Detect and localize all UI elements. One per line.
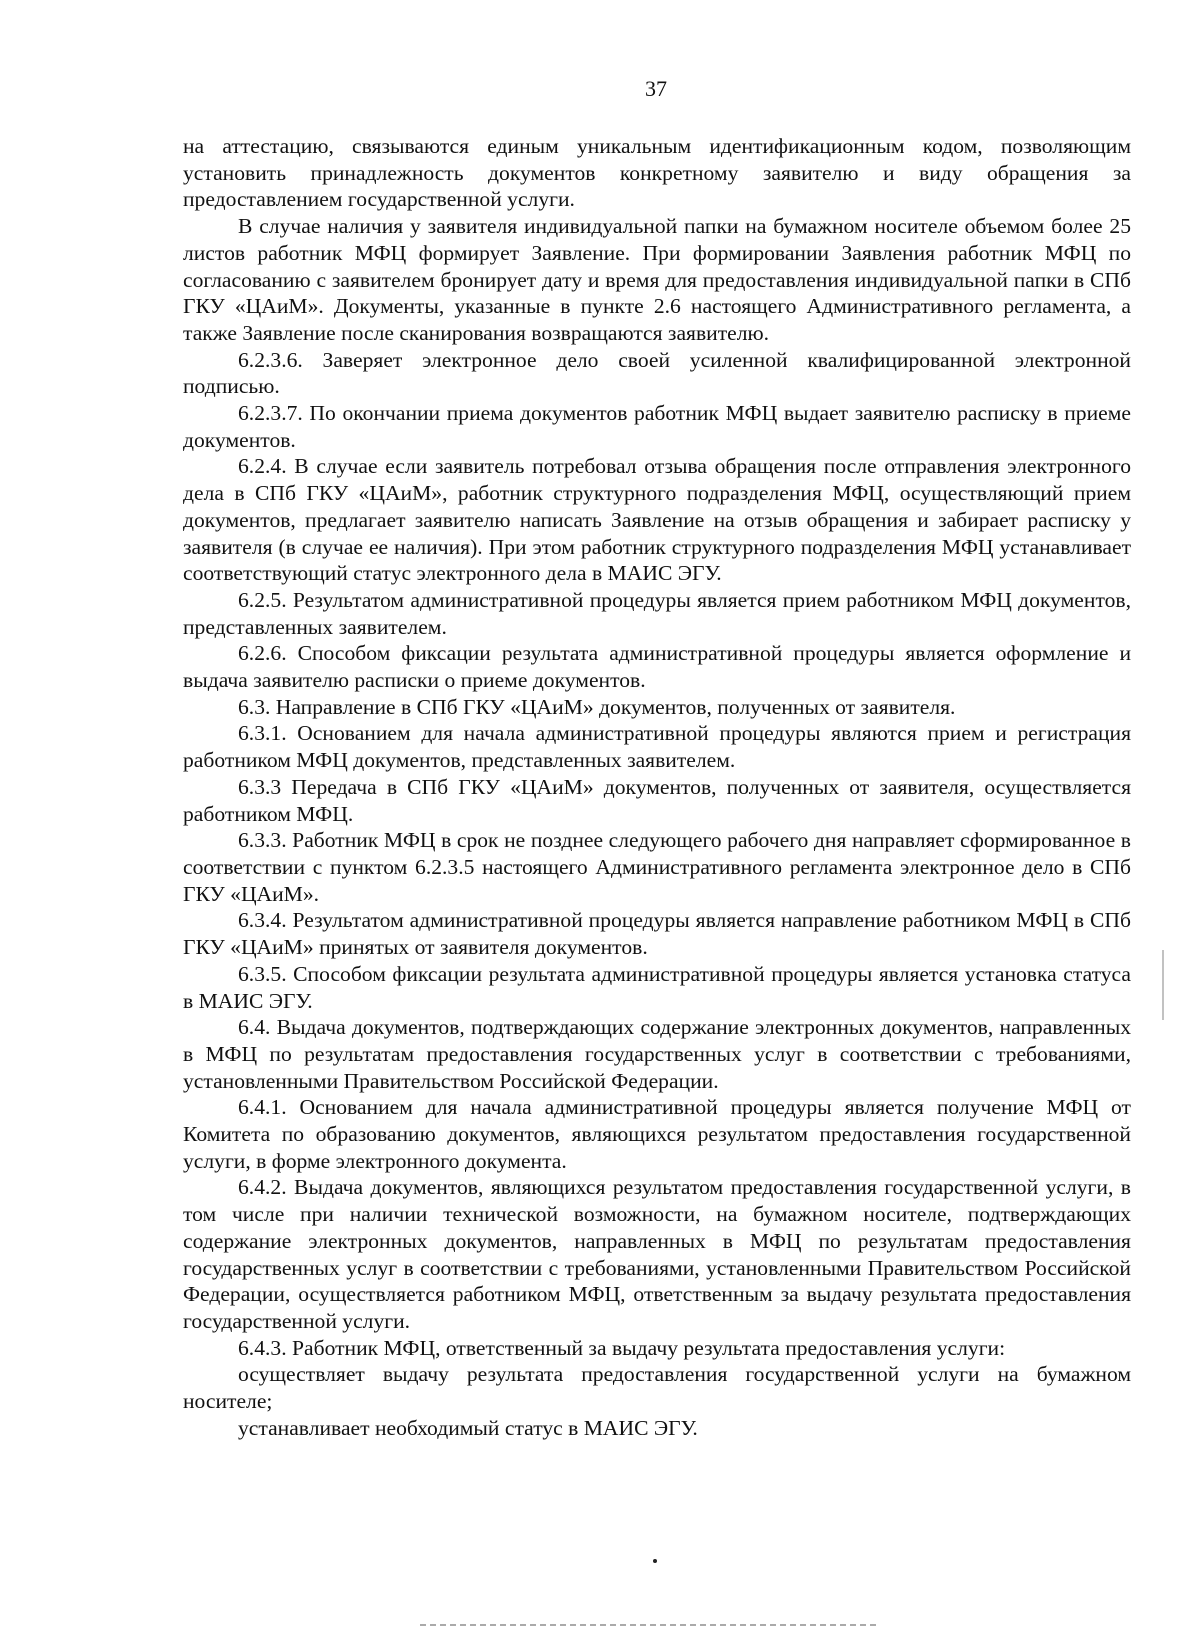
paragraph-continuation: на аттестацию, связываются единым уникальным идентификационным кодом, позволяющим установить принадлежность документов конкретному заявителю и виду обращения за предоставлением государственной услуги.: [183, 134, 1131, 212]
paragraph-6-4-2: 6.4.2. Выдача документов, являющихся результатом предоставления государственной услуги, в том числе при наличии технической возможности, на бумажном носителе, подтверждающих содержание электронных документов, направленных в МФЦ по результатам предоставления государственных услуг в соответствии с требованиями, установленными Правительством Российской Федерации, осуществляется работником МФЦ, ответственным за выдачу результата предоставления государственной услуги.: [183, 1175, 1131, 1333]
paragraph-6-2-5: 6.2.5. Результатом административной процедуры является прием работником МФЦ документов, представленных заявителем.: [183, 587, 1131, 639]
page-number: 37: [645, 76, 667, 101]
paragraph-6-3-5: 6.3.5. Способом фиксации результата административной процедуры является установка статуса в МАИС ЭГУ.: [183, 961, 1131, 1013]
bottom-scan-artifact: [420, 1624, 880, 1626]
paragraph-6-3-4: 6.3.4. Результатом административной процедуры является направление работником МФЦ в СПб ГКУ «ЦАиМ» принятых от заявителя документов.: [183, 908, 1131, 960]
margin-mark: [1162, 950, 1164, 1020]
paragraph-6-3-3-deadline: 6.3.3. Работник МФЦ в срок не позднее следующего рабочего дня направляет сформированное в соответствии с пунктом 6.2.3.5 настоящего Административного регламента электронное дело в СПб ГКУ «ЦАиМ».: [183, 828, 1131, 906]
paragraph-6-2-6: 6.2.6. Способом фиксации результата административной процедуры является оформление и выдача заявителю расписки о приеме документов.: [183, 641, 1131, 693]
paragraph-6-2-4: 6.2.4. В случае если заявитель потребовал отзыва обращения после отправления электронного дела в СПб ГКУ «ЦАиМ», работник структурного подразделения МФЦ, осуществляющий прием документов, предлагает заявителю написать Заявление на отзыв обращения и забирает расписку у заявителя (в случае ее наличия). При этом работник структурного подразделения МФЦ устанавливает соответствующий статус электронного дела в МАИС ЭГУ.: [183, 454, 1131, 586]
paragraph-6-4: 6.4. Выдача документов, подтверждающих содержание электронных документов, направленных в МФЦ по результатам предоставления государственных услуг в соответствии с требованиями, установленными Правительством Российской Федерации.: [183, 1015, 1131, 1093]
paragraph-issue-result: осуществляет выдачу результата предоставления государственной услуги на бумажном носителе;: [183, 1362, 1131, 1414]
paragraph-6-4-3: 6.4.3. Работник МФЦ, ответственный за выдачу результата предоставления услуги:: [238, 1335, 1006, 1360]
paragraph-6-4-1: 6.4.1. Основанием для начала административной процедуры является получение МФЦ от Комитета по образованию документов, являющихся результатом предоставления государственной услуги, в форме электронного документа.: [183, 1095, 1131, 1173]
paragraph-6-3-1: 6.3.1. Основанием для начала административной процедуры являются прием и регистрация работником МФЦ документов, представленных заявителем.: [183, 721, 1131, 773]
paragraph-6-3: 6.3. Направление в СПб ГКУ «ЦАиМ» документов, полученных от заявителя.: [238, 694, 956, 719]
paragraph-6-2-3-7: 6.2.3.7. По окончании приема документов работник МФЦ выдает заявителю расписку в приеме документов.: [183, 401, 1131, 452]
paragraph-6-2-3-6: 6.2.3.6. Заверяет электронное дело своей усиленной квалифицированной электронной подписью.: [183, 347, 1131, 399]
scan-dot: [653, 1559, 657, 1563]
paragraph-set-status: устанавливает необходимый статус в МАИС ЭГУ.: [238, 1415, 698, 1440]
paragraph-6-3-3-transfer: 6.3.3 Передача в СПб ГКУ «ЦАиМ» документов, полученных от заявителя, осуществляется работником МФЦ.: [183, 774, 1131, 826]
document-body: [183, 133, 1131, 1441]
paragraph-individual-folder: В случае наличия у заявителя индивидуальной папки на бумажном носителе объемом более 25 листов работник МФЦ формирует Заявление. При формировании Заявления работник МФЦ по согласованию с заявителем бронирует дату и время для предоставления индивидуальной папки в СПб ГКУ «ЦАиМ». Документы, указанные в пункте 2.6 настоящего Административного регламента, а также Заявление после сканирования возвращаются заявителю.: [183, 214, 1131, 345]
